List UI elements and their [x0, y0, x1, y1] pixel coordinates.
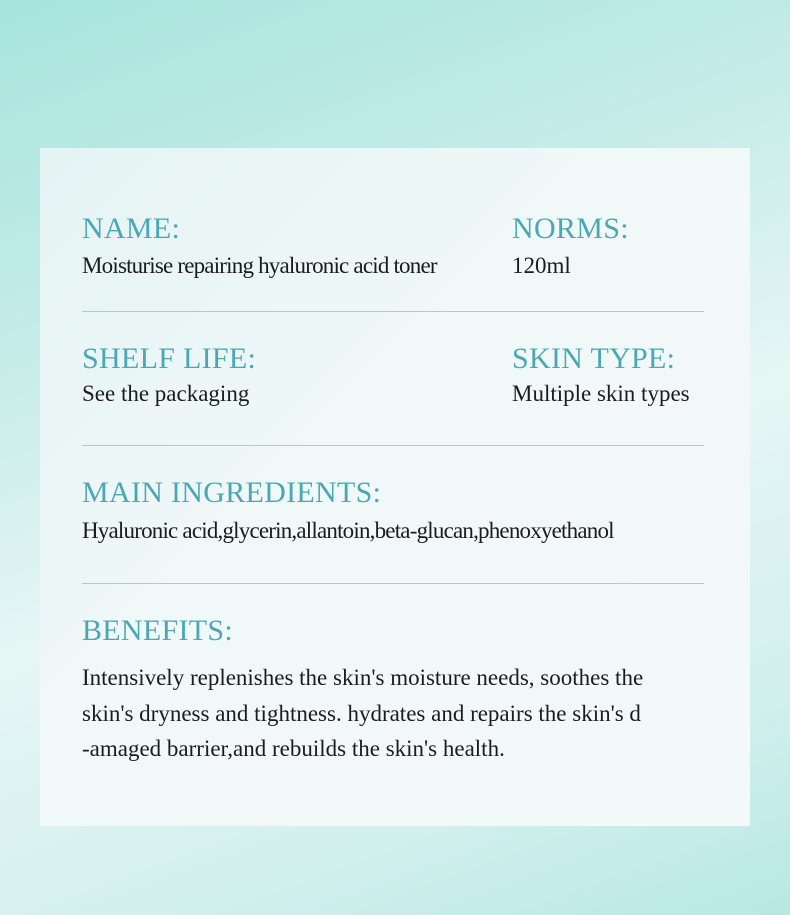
divider [82, 311, 704, 312]
benefits-line: Intensively replenishes the skin's moisture needs, soothes the [82, 665, 644, 690]
main-ingredients-label: MAIN INGREDIENTS: [82, 476, 382, 509]
norms-label: NORMS: [512, 212, 629, 245]
skin-type-label: SKIN TYPE: [512, 342, 676, 375]
divider [82, 445, 704, 446]
product-info-card [40, 148, 750, 826]
name-label: NAME: [82, 212, 181, 245]
shelf-life-label: SHELF LIFE: [82, 342, 257, 375]
benefits-line: -amaged barrier,and rebuilds the skin's health. [82, 736, 505, 761]
norms-value: 120ml [512, 253, 571, 278]
benefits-label: BENEFITS: [82, 614, 234, 647]
benefits-text [82, 660, 712, 767]
main-ingredients-value: Hyaluronic acid,glycerin,allantoin,beta-glucan,phenoxyethanol [82, 518, 614, 543]
name-value: Moisturise repairing hyaluronic acid toner [82, 253, 437, 278]
benefits-line: skin's dryness and tightness. hydrates and repairs the skin's d [82, 700, 641, 726]
divider [82, 583, 704, 584]
shelf-life-value: See the packaging [82, 381, 250, 406]
skin-type-value: Multiple skin types [512, 381, 690, 406]
